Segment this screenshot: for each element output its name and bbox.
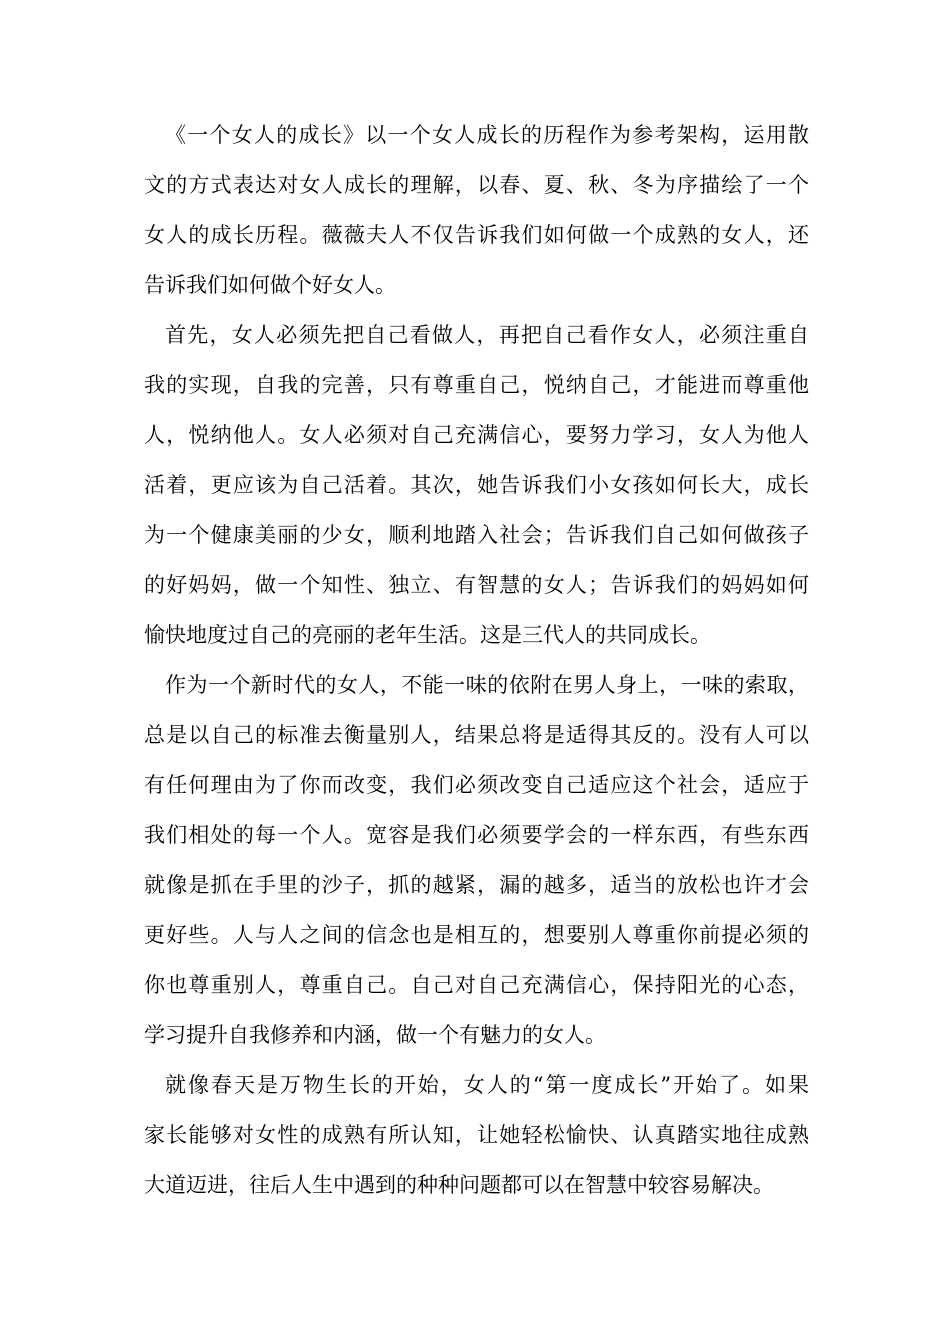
paragraph-line: 文的方式表达对女人成长的理解，以春、夏、秋、冬为序描绘了一个 (144, 173, 809, 197)
paragraph-line: 作为一个新时代的女人，不能一味的依附在男人身上，一味的索取， (165, 673, 809, 697)
paragraph-line: 我们相处的每一个人。宽容是我们必须要学会的一样东西，有些东西 (144, 823, 809, 847)
paragraph-line: 愉快地度过自己的亮丽的老年生活。这是三代人的共同成长。 (144, 623, 711, 647)
document-body (144, 110, 809, 1210)
paragraph-line: 学习提升自我修养和内涵，做一个有魅力的女人。 (144, 1023, 606, 1047)
paragraph-line: 活着，更应该为自己活着。其次，她告诉我们小女孩如何长大，成长 (144, 473, 809, 497)
paragraph-line: 就像春天是万物生长的开始，女人的“第一度成长”开始了。如果 (165, 1073, 809, 1097)
paragraph-line: 有任何理由为了你而改变，我们必须改变自己适应这个社会，适应于 (144, 773, 809, 797)
paragraph-line: 你也尊重别人，尊重自己。自己对自己充满信心，保持阳光的心态， (144, 973, 809, 997)
paragraph-line: 就像是抓在手里的沙子，抓的越紧，漏的越多，适当的放松也许才会 (144, 873, 809, 897)
paragraph-4 (144, 1060, 809, 1210)
paragraph-line: 总是以自己的标准去衡量别人，结果总将是适得其反的。没有人可以 (144, 723, 809, 747)
paragraph-line: 告诉我们如何做个好女人。 (144, 273, 396, 297)
paragraph-line: 人，悦纳他人。女人必须对自己充满信心，要努力学习，女人为他人 (144, 423, 809, 447)
paragraph-line: 我的实现，自我的完善，只有尊重自己，悦纳自己，才能进而尊重他 (144, 373, 809, 397)
paragraph-line: 的好妈妈，做一个知性、独立、有智慧的女人；告诉我们的妈妈如何 (144, 573, 809, 597)
paragraph-line: 女人的成长历程。薇薇夫人不仅告诉我们如何做一个成熟的女人，还 (144, 223, 809, 247)
paragraph-line: 更好些。人与人之间的信念也是相互的，想要别人尊重你前提必须的 (144, 923, 809, 947)
paragraph-3 (144, 660, 809, 1060)
paragraph-1 (144, 110, 809, 310)
paragraph-line: 大道迈进，往后人生中遇到的种种问题都可以在智慧中较容易解决。 (144, 1173, 774, 1197)
paragraph-line: 首先，女人必须先把自己看做人，再把自己看作女人，必须注重自 (165, 323, 809, 347)
paragraph-line: 《一个女人的成长》以一个女人成长的历程作为参考架构，运用散 (165, 123, 809, 147)
paragraph-2 (144, 310, 809, 660)
paragraph-line: 为一个健康美丽的少女，顺利地踏入社会；告诉我们自己如何做孩子 (144, 523, 809, 547)
paragraph-line: 家长能够对女性的成熟有所认知，让她轻松愉快、认真踏实地往成熟 (144, 1123, 809, 1147)
